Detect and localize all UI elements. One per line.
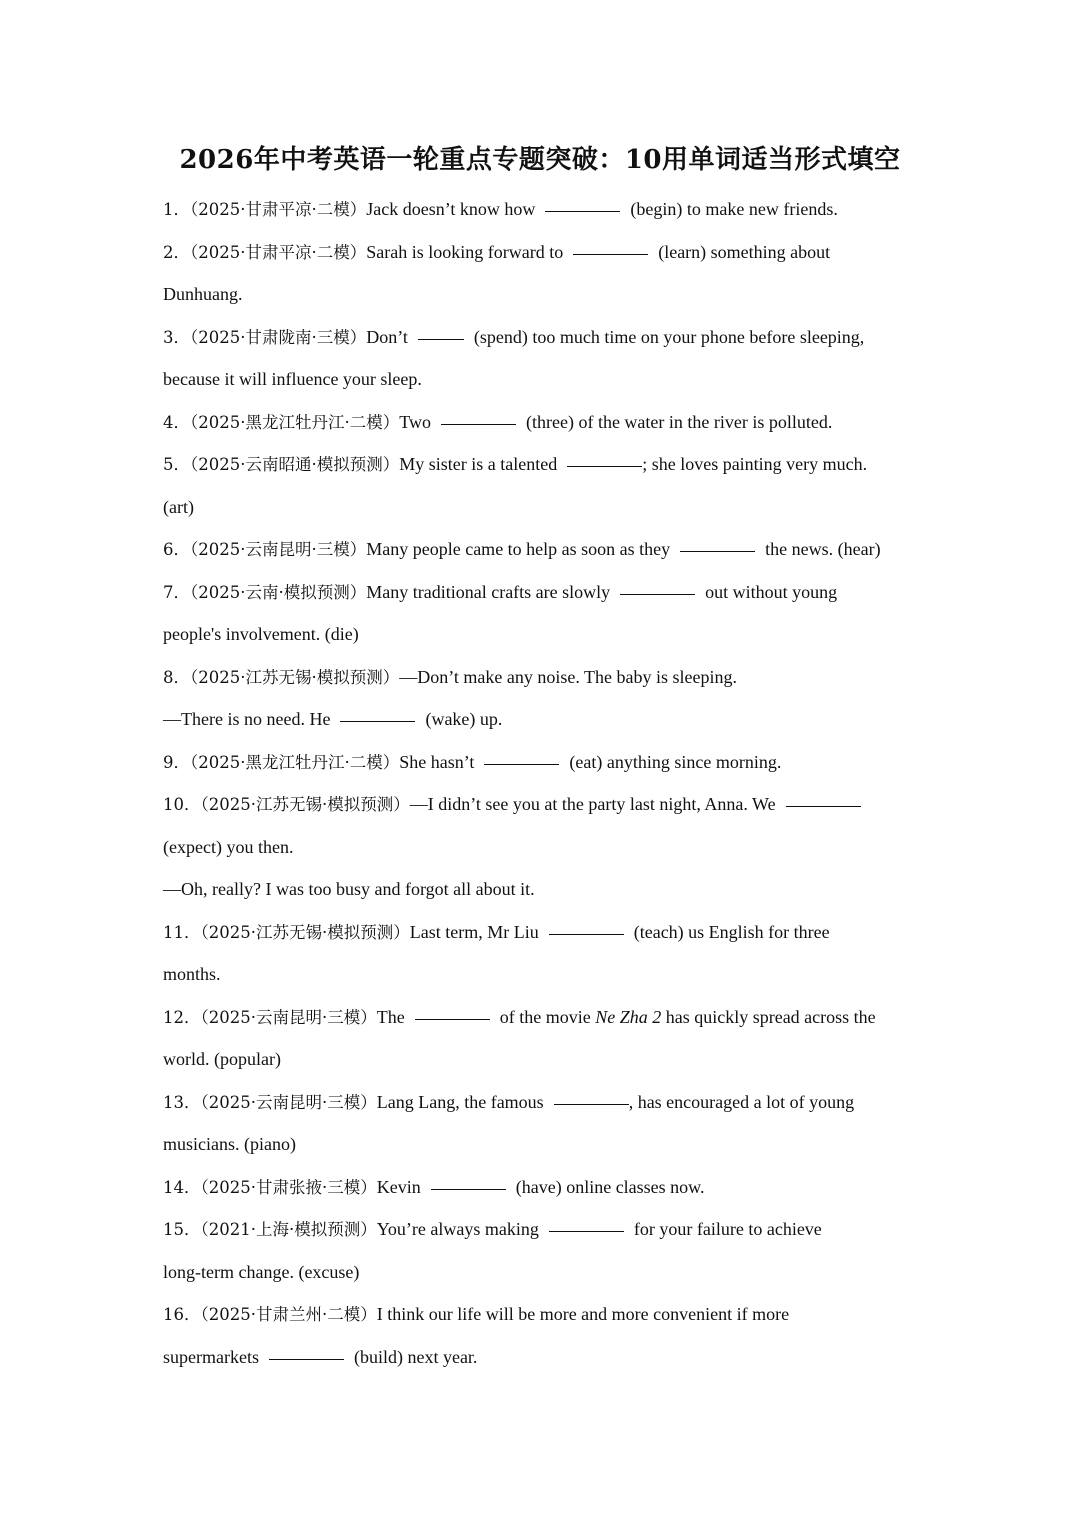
answer-blank[interactable] [418,338,464,340]
question-3-continued [163,358,923,401]
question-2 [163,231,923,274]
question-text: , has encouraged a lot of young [628,1091,855,1112]
answer-blank[interactable] [549,933,624,935]
question-text: musicians. (piano) [163,1134,296,1154]
question-text: ; she loves painting very much. [642,454,868,474]
question-source: （2025·云南昆明·三模） [200,1092,377,1112]
question-text: people's involvement. (die) [163,624,359,644]
question-text: My sister is a talented [399,454,558,474]
question-number: 5． [163,455,190,474]
question-text: Last term, Mr Liu [409,921,539,942]
answer-blank[interactable] [441,423,516,425]
question-text: The [376,1006,405,1027]
question-number: 12． [163,1007,201,1027]
question-number: 6． [163,540,190,559]
question-text: Lang Lang, the famous [376,1091,544,1112]
question-number: 16． [163,1305,201,1324]
answer-blank[interactable] [340,720,415,722]
question-text: Dunhuang. [163,284,243,304]
question-source: （2025·江苏无锡·模拟预测） [190,667,400,687]
answer-blank[interactable] [269,1358,344,1360]
question-text: (wake) up. [425,709,503,729]
question-text: (art) [163,496,194,517]
answer-blank[interactable] [545,210,620,212]
question-number: 3． [163,327,190,347]
question-text: —Don’t make any noise. The baby is sleeping. [399,666,738,687]
question-text: She hasn’t [399,751,475,772]
question-text: of the movie [499,1006,591,1027]
question-text: Sarah is looking forward to [366,241,564,262]
question-text: the news. (hear) [765,539,881,559]
question-12-continued [163,1038,923,1081]
answer-blank[interactable] [554,1103,629,1105]
question-15 [163,1208,923,1251]
question-text: —There is no need. He [163,709,331,729]
question-text: world. (popular) [163,1049,281,1069]
question-text: Kevin [376,1176,421,1197]
question-1 [163,188,923,231]
question-8-continued [163,698,923,741]
question-10-continued [163,826,923,869]
question-source: （2025·甘肃平凉·二模） [190,242,367,262]
answer-blank[interactable] [549,1230,624,1232]
question-text: —I didn’t see you at the party last night, Anna. We [409,794,776,814]
question-text: (learn) something about [658,241,831,262]
question-text: Many traditional crafts are slowly [366,581,611,602]
question-13-continued [163,1123,923,1166]
question-13 [163,1081,923,1124]
question-text: You’re always making [376,1219,539,1239]
question-text: Many people came to help as soon as they [366,539,671,559]
question-10-reply [163,868,923,911]
question-3 [163,316,923,359]
question-number: 8． [163,667,190,687]
question-text: (teach) us English for three [633,921,830,942]
question-5 [163,443,923,486]
question-text: months. [163,964,221,984]
question-list [163,188,923,1378]
movie-title: Ne Zha 2 [595,1006,662,1027]
question-number: 9． [163,752,190,772]
question-14 [163,1166,923,1209]
question-source: （2025·甘肃张掖·三模） [200,1177,377,1197]
question-source: （2025·云南昆明·三模） [200,1007,377,1027]
question-4 [163,401,923,444]
question-number: 1． [163,200,190,219]
answer-blank[interactable] [680,550,755,552]
answer-blank[interactable] [620,593,695,595]
question-text: Jack doesn’t know how [366,199,536,219]
question-text: (eat) anything since morning. [569,751,782,772]
question-source: （2021·上海·模拟预测） [200,1220,377,1239]
question-number: 10． [163,795,201,814]
question-text: (spend) too much time on your phone before sleeping, [473,326,865,347]
question-source: （2025·江苏无锡·模拟预测） [200,795,410,814]
question-7-continued [163,613,923,656]
question-10 [163,783,923,826]
question-number: 15． [163,1220,201,1239]
question-2-continued [163,273,923,316]
question-number: 13． [163,1092,201,1112]
answer-blank[interactable] [567,465,642,467]
question-text: long-term change. (excuse) [163,1261,360,1282]
answer-blank[interactable] [431,1188,506,1190]
question-text: supermarkets [163,1346,259,1367]
answer-blank[interactable] [573,253,648,255]
question-source: （2025·黑龙江牡丹江·二模） [190,752,400,772]
question-source: （2025·甘肃平凉·二模） [190,200,367,219]
answer-blank[interactable] [484,763,559,765]
question-text: Don’t [366,326,408,347]
question-number: 7． [163,582,190,602]
page-title: 2026年中考英语一轮重点专题突破：10用单词适当形式填空 [179,145,901,175]
answer-blank[interactable] [415,1018,490,1020]
question-number: 4． [163,412,190,432]
question-11 [163,911,923,954]
question-number: 11． [163,922,201,942]
question-11-continued [163,953,923,996]
question-number: 2． [163,242,190,262]
question-source: （2025·云南昭通·模拟预测） [190,455,400,474]
question-source: （2025·云南昆明·三模） [190,540,367,559]
question-16 [163,1293,923,1336]
question-text: Two [399,411,431,432]
question-text: —Oh, really? I was too busy and forgot all about it. [163,879,535,899]
question-text: (begin) to make new friends. [630,199,838,219]
question-source: （2025·甘肃陇南·三模） [190,327,367,347]
question-7 [163,571,923,614]
question-5-continued [163,486,923,529]
question-text: (expect) you then. [163,836,294,857]
question-text: out without young [705,581,838,602]
answer-blank[interactable] [786,805,861,807]
question-number: 14． [163,1177,201,1197]
question-text: (build) next year. [353,1346,478,1367]
question-15-continued [163,1251,923,1294]
question-16-continued [163,1336,923,1379]
question-text: for your failure to achieve [633,1219,822,1239]
question-source: （2025·江苏无锡·模拟预测） [200,922,410,942]
question-text: because it will influence your sleep. [163,369,422,389]
question-12 [163,996,923,1039]
question-text: (three) of the water in the river is polluted. [525,411,833,432]
question-source: （2025·甘肃兰州·二模） [200,1305,377,1324]
question-source: （2025·黑龙江牡丹江·二模） [190,412,400,432]
question-6 [163,528,923,571]
question-text: has quickly spread across the [665,1006,876,1027]
question-text: (have) online classes now. [515,1176,705,1197]
question-9 [163,741,923,784]
question-text: I think our life will be more and more convenient if more [376,1304,790,1324]
question-source: （2025·云南·模拟预测） [190,582,367,602]
question-8 [163,656,923,699]
